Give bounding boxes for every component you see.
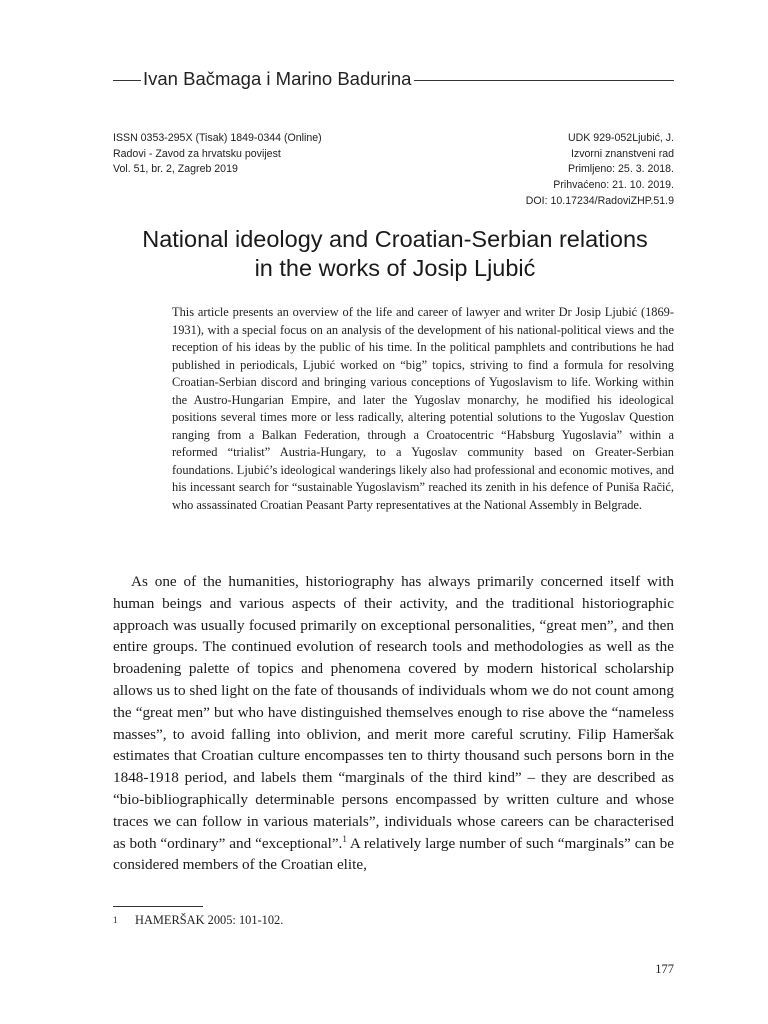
article-title xyxy=(100,225,690,283)
footnote-number: 1 xyxy=(113,915,118,925)
running-header xyxy=(113,66,674,92)
header-authors: Ivan Bačmaga i Marino Badurina xyxy=(143,68,412,89)
volume-line: Vol. 51, br. 2, Zagreb 2019 xyxy=(113,163,238,176)
accepted-line: Prihvaćeno: 21. 10. 2019. xyxy=(553,179,674,192)
footnote-separator xyxy=(113,906,203,907)
header-leading-rule xyxy=(113,80,141,81)
page-number: 177 xyxy=(655,962,674,976)
received-line: Primljeno: 25. 3. 2018. xyxy=(568,163,674,176)
body-text-before-note: As one of the humanities, historiography has always primarily concerned itself with human beings and various aspects of their activity, and the traditional historiographic approach was usually focused primarily on exceptional personalities, “great men”, and then entire groups. The continued evolution of research tools and methodologies as well as the broadening palette of topics and phenomena covered by modern historical scholarship allows us to shed light on the fate of thousands of individuals whom we do not count among the “great men” but who have distinguished themselves enough to rise above the “nameless masses”, to avoid falling into oblivion, and merit more careful scrutiny. Filip Hameršak estimates that Croatian culture encompasses ten to thirty thousand such persons born in the 1848-1918 period, and labels them “marginals of the third kind” – they are described as “bio-bibliographically determinable persons encompassed by written culture and whose traces we can follow in various materials”, individuals whose careers can be characterised as both “ordinary” and “exceptional”. xyxy=(113,573,674,852)
body-paragraph xyxy=(113,571,674,876)
publication-info xyxy=(113,131,322,178)
udk-line: UDK 929-052Ljubić, J. xyxy=(568,132,674,144)
abstract: This article presents an overview of the life and career of lawyer and writer Dr Josip Ljubić (1869-1931), with a special focus on an analysis of the development of his national-political views and the reception of his ideas by the public of his time. In the political pamphlets and contributions he had published in periodicals, Ljubić worked on “big” topics, striving to find a formula for resolving Croatian-Serbian discord and bringing various conceptions of Yugoslavism to life. Working within the Austro-Hungarian Empire, and later the Yugoslav monarchy, he modified his ideological positions several times more or less radically, altering potential solutions to the Yugoslav Question ranging from a Balkan Federation, through a Croatocentric “Habsburg Yugoslavia” within a reformed “trialist” Austria-Hungary, to a Yugoslav community based on Greater-Serbian foundations. Ljubić’s ideological wanderings likely also had professional and economic motives, and his incessant search for “sustainable Yugoslavism” reached its zenith in his defence of Puniša Račić, who assassinated Croatian Peasant Party representatives at the National Assembly in Belgrade. xyxy=(172,305,674,512)
header-trailing-rule xyxy=(414,80,674,81)
doi-line: DOI: 10.17234/RadoviZHP.51.9 xyxy=(525,194,674,207)
article-info xyxy=(526,131,674,210)
article-type-line: Izvorni znanstveni rad xyxy=(570,147,674,160)
title-line-2: in the works of Josip Ljubić xyxy=(254,255,536,281)
issn-line: ISSN 0353-295X (Tisak) 1849-0344 (Online) xyxy=(113,132,322,144)
footnote-text: HAMERŠAK 2005: 101-102. xyxy=(135,913,284,927)
journal-line: Radovi - Zavod za hrvatsku povijest xyxy=(113,147,281,160)
footnote xyxy=(113,912,283,928)
title-line-1: National ideology and Croatian-Serbian relations xyxy=(142,226,648,252)
body-text-after-note: A relatively large number of such “marginals” can be considered members of the Croatian elite, xyxy=(113,834,674,874)
footnote-reference[interactable]: 1 xyxy=(342,833,347,844)
